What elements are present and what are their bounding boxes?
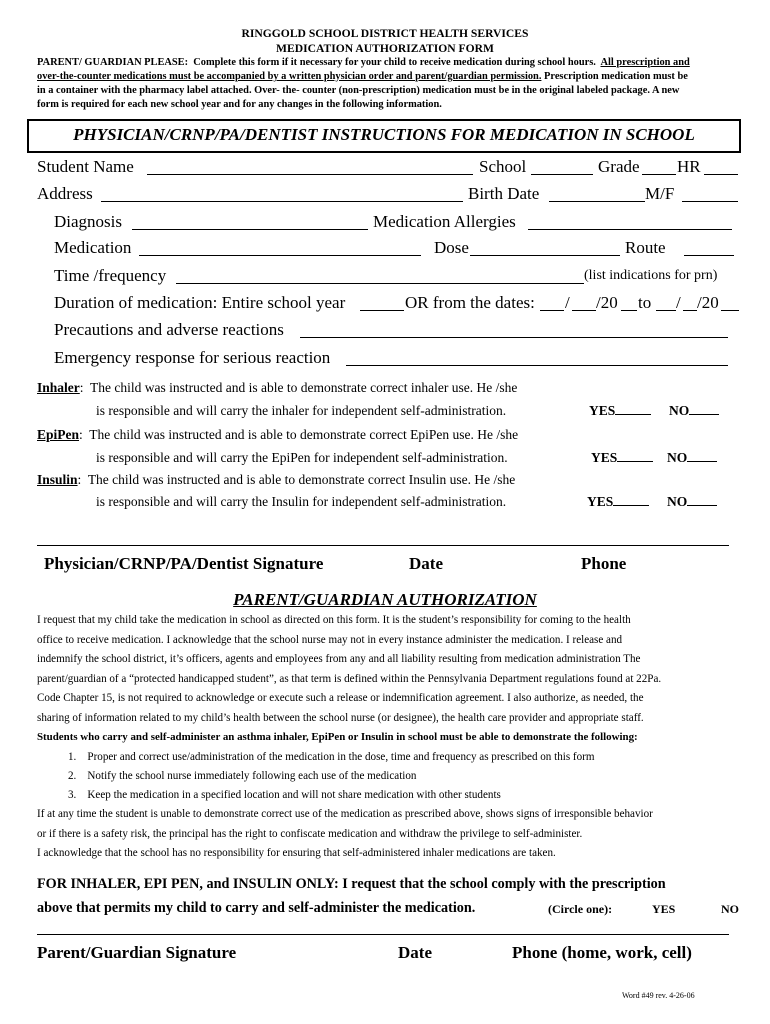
inhaler-yes[interactable]: YES [589, 403, 651, 419]
end-year-field[interactable] [721, 310, 739, 311]
inhaler-line-2: is responsible and will carry the inhaler for independent self-administration. [96, 403, 507, 418]
form-version: Word #49 rev. 4-26-06 [622, 991, 695, 1000]
insulin-yes[interactable]: YES [587, 494, 649, 510]
hr-label: HR [677, 157, 701, 176]
medication-label: Medication [54, 238, 132, 257]
insulin-line-1: Insulin: The child was instructed and is able to demonstrate correct Insulin use. He /she [37, 472, 516, 487]
district-title: RINGGOLD SCHOOL DISTRICT HEALTH SERVICES [241, 27, 529, 40]
after-line-1: If at any time the student is unable to demonstrate correct use of the medication as prescribed above, shows signs of irresponsible behavior [37, 808, 653, 820]
epipen-no[interactable]: NO [667, 450, 717, 466]
request-line-2: above that permits my child to carry and self-administer the medication. [37, 900, 476, 916]
allergies-field[interactable] [528, 229, 732, 230]
intro-lead: PARENT/ GUARDIAN PLEASE: [37, 57, 189, 68]
to-label: to [638, 293, 652, 312]
list-item-2: 2. Notify the school nurse immediately following each use of the medication [68, 770, 417, 782]
student-name-label: Student Name [37, 157, 134, 176]
parent-para-line-5: Code Chapter 15, is not required to acknowledge or execute such a release or indemnification agreement. I also authorize, as needed, the [37, 692, 644, 704]
medication-field[interactable] [139, 255, 421, 256]
emergency-label: Emergency response for serious reaction [54, 348, 331, 367]
physician-signature-label: Physician/CRNP/PA/Dentist Signature [44, 554, 324, 573]
insulin-line-2: is responsible and will carry the Insulin for independent self-administration. [96, 494, 507, 509]
duration-label: Duration of medication: Entire school year [54, 293, 346, 312]
end-year-prefix: /20 [697, 293, 719, 312]
hr-field[interactable] [704, 174, 738, 175]
intro-line-3: in a container with the pharmacy label attached. Over- the- counter (non-prescription) medication must be in the original labeled package. A new [37, 85, 680, 96]
intro-line-2: over-the-counter medications must be accompanied by a written physician order and parent/guardian permission. Prescription medication must be [37, 71, 688, 82]
request-line-1: FOR INHALER, EPI PEN, and INSULIN ONLY: I request that the school comply with the prescription [37, 876, 666, 892]
address-label: Address [37, 184, 93, 203]
epipen-line-1: EpiPen: The child was instructed and is able to demonstrate correct EpiPen use. He /she [37, 427, 519, 442]
birth-date-field[interactable] [549, 201, 645, 202]
mf-label: M/F [645, 184, 675, 203]
date-slash-2: / [676, 293, 681, 312]
parent-yes-option[interactable]: YES [652, 902, 676, 916]
grade-label: Grade [598, 157, 640, 176]
physician-section-title: PHYSICIAN/CRNP/PA/DENTIST INSTRUCTIONS FOR MEDICATION IN SCHOOL [73, 125, 695, 144]
time-frequency-field[interactable] [176, 283, 584, 284]
inhaler-no[interactable]: NO [669, 403, 719, 419]
route-field[interactable] [684, 255, 734, 256]
mf-field[interactable] [682, 201, 738, 202]
birth-date-label: Birth Date [468, 184, 540, 203]
precautions-label: Precautions and adverse reactions [54, 320, 284, 339]
emergency-field[interactable] [346, 365, 728, 366]
end-month-field[interactable] [656, 310, 676, 311]
end-day-field[interactable] [683, 310, 697, 311]
parent-signature-line[interactable] [37, 934, 729, 935]
parent-para-line-2: office to receive medication. I acknowledge that the school nurse may not in every instance administer the medication. I release and [37, 634, 623, 646]
school-label: School [479, 157, 527, 176]
address-field[interactable] [101, 201, 463, 202]
parent-requirement: Students who carry and self-administer an asthma inhaler, EpiPen or Insulin in school must be able to demonstrate the following: [37, 731, 638, 743]
list-item-3: 3. Keep the medication in a specified location and will not share medication with other students [68, 789, 501, 801]
parent-no-option[interactable]: NO [721, 902, 739, 916]
parent-para-line-6: sharing of information related to my child’s health between the school nurse (or designee), the health care provider and appropriate staff. [37, 712, 644, 724]
intro-line-1: PARENT/ GUARDIAN PLEASE: Complete this form if it necessary for your child to receive medication during school hours. All prescription and [37, 57, 690, 68]
parent-date-label: Date [398, 943, 432, 962]
inhaler-line-1: Inhaler: The child was instructed and is able to demonstrate correct inhaler use. He /she [37, 380, 518, 395]
parent-phone-label: Phone (home, work, cell) [512, 943, 692, 962]
start-year-prefix: /20 [596, 293, 618, 312]
start-month-field[interactable] [540, 310, 564, 311]
physician-signature-line[interactable] [37, 545, 729, 546]
inhaler-label: Inhaler [37, 380, 80, 395]
intro-line-4: form is required for each new school year and for any changes in the following information. [37, 99, 442, 110]
parent-signature-label: Parent/Guardian Signature [37, 943, 237, 962]
circle-one-label: (Circle one): [548, 902, 613, 916]
epipen-line-2: is responsible and will carry the EpiPen for independent self-administration. [96, 450, 508, 465]
form-title: MEDICATION AUTHORIZATION FORM [276, 42, 494, 55]
precautions-field[interactable] [300, 337, 728, 338]
route-label: Route [625, 238, 666, 257]
time-frequency-label: Time /frequency [54, 266, 167, 285]
start-year-field[interactable] [621, 310, 637, 311]
insulin-no[interactable]: NO [667, 494, 717, 510]
parent-para-line-1: I request that my child take the medication in school as directed on this form. It is the student’s responsibility for coming to the health [37, 614, 631, 626]
parent-para-line-4: parent/guardian of a “protected handicapped student”, as that term is defined within the Pennsylvania Department regulations found at 22Pa. [37, 673, 662, 685]
school-field[interactable] [531, 174, 593, 175]
start-day-field[interactable] [572, 310, 596, 311]
or-dates-label: OR from the dates: [405, 293, 535, 312]
parent-section-title: PARENT/GUARDIAN AUTHORIZATION [233, 590, 537, 609]
list-item-1: 1. Proper and correct use/administration of the medication in the dose, time and frequency as prescribed on this form [68, 751, 595, 763]
diagnosis-label: Diagnosis [54, 212, 122, 231]
dose-label: Dose [434, 238, 469, 257]
prn-note: (list indications for prn) [584, 268, 718, 283]
allergies-label: Medication Allergies [373, 212, 516, 231]
epipen-yes[interactable]: YES [591, 450, 653, 466]
date-slash-1: / [565, 293, 570, 312]
grade-field[interactable] [642, 174, 676, 175]
after-line-3: I acknowledge that the school has no responsibility for ensuring that self-administered inhaler medications are taken. [37, 847, 556, 859]
parent-para-line-3: indemnify the school district, it’s officers, agents and employees from any and all liability resulting from medication administration The [37, 653, 641, 665]
student-name-field[interactable] [147, 174, 473, 175]
dose-field[interactable] [470, 255, 620, 256]
after-line-2: or if there is a safety risk, the principal has the right to confiscate medication and withdraw the privilege to self-administer. [37, 828, 583, 840]
physician-phone-label: Phone [581, 554, 627, 573]
entire-year-field[interactable] [360, 310, 404, 311]
physician-date-label: Date [409, 554, 443, 573]
insulin-label: Insulin [37, 472, 78, 487]
diagnosis-field[interactable] [132, 229, 368, 230]
epipen-label: EpiPen [37, 427, 80, 442]
